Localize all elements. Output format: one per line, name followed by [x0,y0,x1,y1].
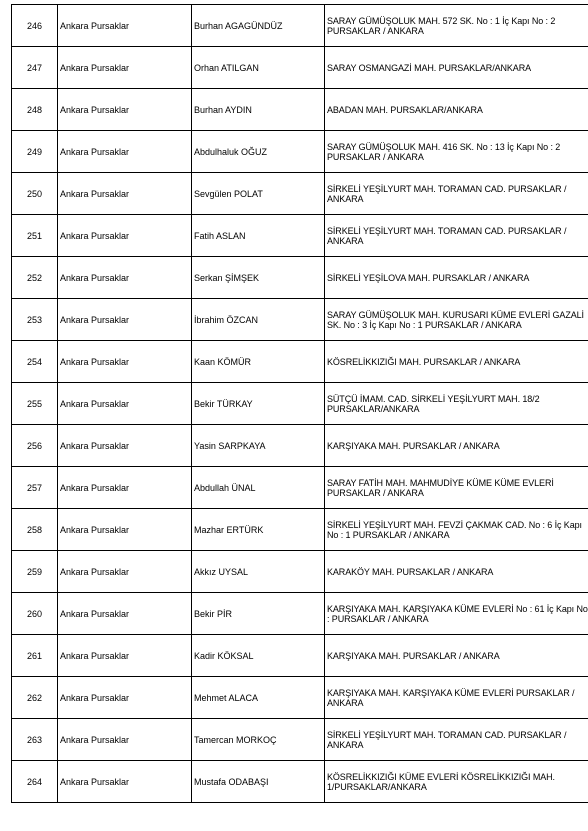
district-cell: Ankara Pursaklar [58,215,192,257]
district-cell: Ankara Pursaklar [58,341,192,383]
table-row [12,215,588,257]
table-row [12,299,588,341]
address-cell: KARŞIYAKA MAH. PURSAKLAR / ANKARA [325,425,588,467]
district-cell: Ankara Pursaklar [58,173,192,215]
table-row [12,383,588,425]
table-row [12,47,588,89]
table-row [12,89,588,131]
address-cell: KÖSRELİKKIZIĞI KÜME EVLERİ KÖSRELİKKIZIĞI MAH. 1/PURSAKLAR/ANKARA [325,761,588,803]
address-cell: SARAY GÜMÜŞOLUK MAH. 572 SK. No : 1 İç Kapı No : 2 PURSAKLAR / ANKARA [325,5,588,47]
person-name-cell: Bekir TÜRKAY [192,383,325,425]
person-name-cell: Yasin SARPKAYA [192,425,325,467]
person-name-cell: Abdullah ÜNAL [192,467,325,509]
table-row [12,341,588,383]
district-cell: Ankara Pursaklar [58,635,192,677]
district-cell: Ankara Pursaklar [58,47,192,89]
district-cell: Ankara Pursaklar [58,593,192,635]
district-cell: Ankara Pursaklar [58,257,192,299]
person-name-cell: Tamercan MORKOÇ [192,719,325,761]
row-number: 256 [12,425,58,467]
address-cell: KARAKÖY MAH. PURSAKLAR / ANKARA [325,551,588,593]
person-name-cell: Mazhar ERTÜRK [192,509,325,551]
person-name-cell: Akkız UYSAL [192,551,325,593]
person-name-cell: Sevgülen POLAT [192,173,325,215]
address-cell: SİRKELİ YEŞİLOVA MAH. PURSAKLAR / ANKARA [325,257,588,299]
district-cell: Ankara Pursaklar [58,131,192,173]
row-number: 247 [12,47,58,89]
row-number: 257 [12,467,58,509]
person-name-cell: Serkan ŞİMŞEK [192,257,325,299]
district-cell: Ankara Pursaklar [58,719,192,761]
person-name-cell: Kadir KÖKSAL [192,635,325,677]
address-cell: SARAY GÜMÜŞOLUK MAH. 416 SK. No : 13 İç Kapı No : 2 PURSAKLAR / ANKARA [325,131,588,173]
district-cell: Ankara Pursaklar [58,5,192,47]
document-page [11,4,588,803]
person-name-cell: Burhan AYDIN [192,89,325,131]
row-number: 262 [12,677,58,719]
district-cell: Ankara Pursaklar [58,761,192,803]
person-name-cell: Kaan KÖMÜR [192,341,325,383]
address-cell: SARAY OSMANGAZİ MAH. PURSAKLAR/ANKARA [325,47,588,89]
records-table-body [12,5,588,803]
row-number: 249 [12,131,58,173]
address-cell: KARŞIYAKA MAH. KARŞIYAKA KÜME EVLERİ PURSAKLAR / ANKARA [325,677,588,719]
row-number: 248 [12,89,58,131]
person-name-cell: Mehmet ALACA [192,677,325,719]
row-number: 252 [12,257,58,299]
person-name-cell: Abdulhaluk OĞUZ [192,131,325,173]
address-cell: SİRKELİ YEŞİLYURT MAH. TORAMAN CAD. PURSAKLAR / ANKARA [325,719,588,761]
address-cell: KARŞIYAKA MAH. PURSAKLAR / ANKARA [325,635,588,677]
district-cell: Ankara Pursaklar [58,89,192,131]
table-row [12,677,588,719]
district-cell: Ankara Pursaklar [58,383,192,425]
table-row [12,509,588,551]
person-name-cell: Mustafa ODABAŞI [192,761,325,803]
district-cell: Ankara Pursaklar [58,551,192,593]
person-name-cell: Fatih ASLAN [192,215,325,257]
row-number: 246 [12,5,58,47]
district-cell: Ankara Pursaklar [58,467,192,509]
table-row [12,551,588,593]
address-cell: SİRKELİ YEŞİLYURT MAH. TORAMAN CAD. PURSAKLAR / ANKARA [325,173,588,215]
table-row [12,173,588,215]
row-number: 260 [12,593,58,635]
row-number: 253 [12,299,58,341]
district-cell: Ankara Pursaklar [58,425,192,467]
person-name-cell: Orhan ATILGAN [192,47,325,89]
address-cell: SİRKELİ YEŞİLYURT MAH. FEVZİ ÇAKMAK CAD. No : 6 İç Kapı No : 1 PURSAKLAR / ANKARA [325,509,588,551]
address-cell: SİRKELİ YEŞİLYURT MAH. TORAMAN CAD. PURSAKLAR / ANKARA [325,215,588,257]
district-cell: Ankara Pursaklar [58,299,192,341]
person-name-cell: Burhan AGAGÜNDÜZ [192,5,325,47]
address-cell: SARAY FATİH MAH. MAHMUDİYE KÜME KÜME EVLERİ PURSAKLAR / ANKARA [325,467,588,509]
table-row [12,131,588,173]
row-number: 264 [12,761,58,803]
table-row [12,257,588,299]
address-cell: ABADAN MAH. PURSAKLAR/ANKARA [325,89,588,131]
address-cell: SARAY GÜMÜŞOLUK MAH. KURUSARI KÜME EVLERİ GAZALİ SK. No : 3 İç Kapı No : 1 PURSAKLAR / ANKARA [325,299,588,341]
row-number: 255 [12,383,58,425]
address-cell: SÜTÇÜ İMAM. CAD. SİRKELİ YEŞİLYURT MAH. 18/2 PURSAKLAR/ANKARA [325,383,588,425]
person-name-cell: İbrahim ÖZCAN [192,299,325,341]
row-number: 259 [12,551,58,593]
table-row [12,425,588,467]
row-number: 250 [12,173,58,215]
table-row [12,467,588,509]
row-number: 251 [12,215,58,257]
row-number: 263 [12,719,58,761]
person-name-cell: Bekir PİR [192,593,325,635]
records-table [11,4,588,803]
table-row [12,5,588,47]
table-row [12,635,588,677]
table-row [12,719,588,761]
row-number: 254 [12,341,58,383]
table-row [12,593,588,635]
table-row [12,761,588,803]
address-cell: KÖSRELİKKIZIĞI MAH. PURSAKLAR / ANKARA [325,341,588,383]
row-number: 258 [12,509,58,551]
address-cell: KARŞIYAKA MAH. KARŞIYAKA KÜME EVLERİ No : 61 İç Kapı No : PURSAKLAR / ANKARA [325,593,588,635]
district-cell: Ankara Pursaklar [58,509,192,551]
district-cell: Ankara Pursaklar [58,677,192,719]
row-number: 261 [12,635,58,677]
